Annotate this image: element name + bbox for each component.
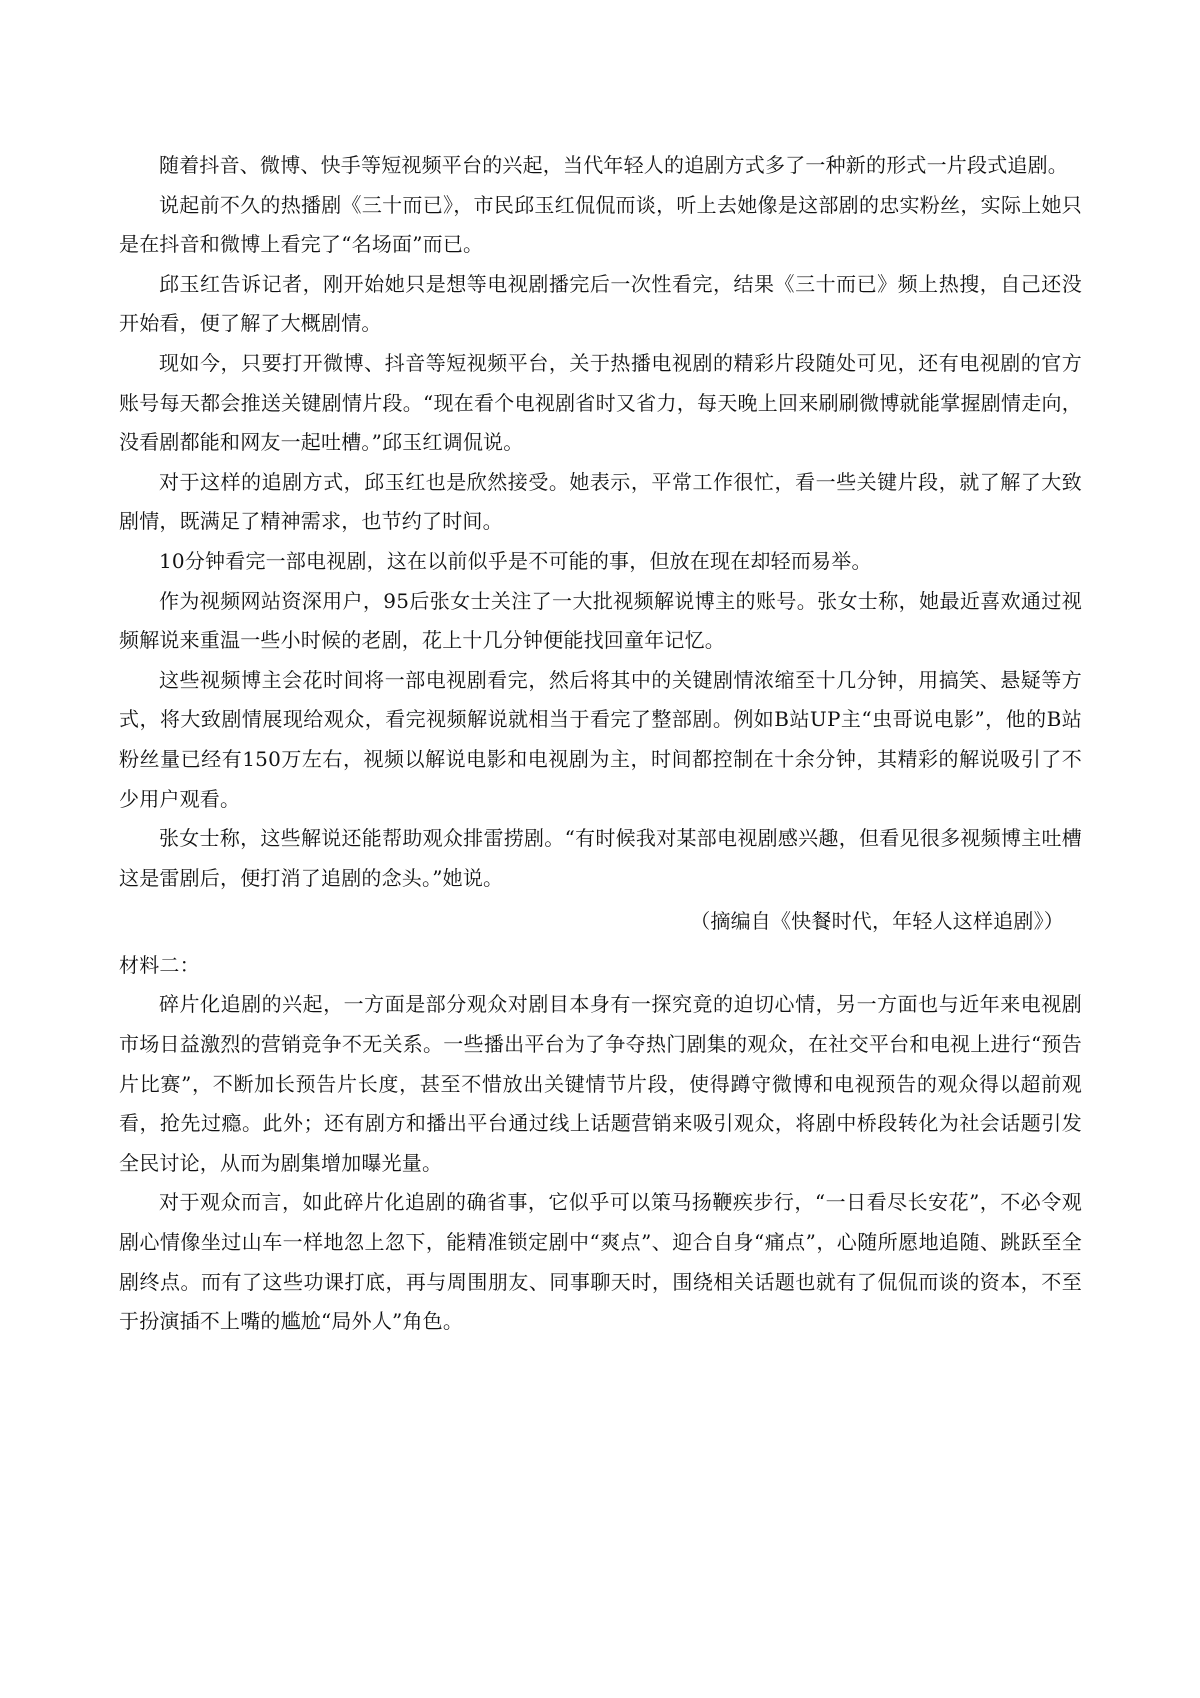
material-one [119,146,1082,942]
paragraph: 作为视频网站资深用户，95后张女士关注了一大批视频解说博主的账号。张女士称，她最近喜欢通过视频解说来重温一些小时候的老剧，花上十几分钟便能找回童年记忆。 [119,588,1082,653]
source-citation: （摘编自《快餐时代，年轻人这样追剧》） [690,909,1064,934]
paragraph: 随着抖音、微博、快手等短视频平台的兴起，当代年轻人的追剧方式多了一种新的形式一片段式追剧。 [159,153,1068,177]
section-heading: 材料二： [119,952,200,977]
paragraph: 这些视频博主会花时间将一部电视剧看完，然后将其中的关键剧情浓缩至十几分钟，用搞笑、悬疑等方式，将大致剧情展现给观众，看完视频解说就相当于看完了整部剧。例如B站UP主“虫哥说电影”，他的B站粉丝量已经有150万左右，视频以解说电影和电视剧为主，时间都控制在十余分钟，其精彩的解说吸引了不少用户观看。 [119,667,1082,811]
paragraph: 说起前不久的热播剧《三十而已》，市民邱玉红侃侃而谈，听上去她像是这部剧的忠实粉丝，实际上她只是在抖音和微博上看完了“名场面”而已。 [119,192,1082,257]
paragraph: 碎片化追剧的兴起，一方面是部分观众对剧目本身有一探究竟的迫切心情，另一方面也与近年来电视剧市场日益激烈的营销竞争不无关系。一些播出平台为了争夺热门剧集的观众，在社交平台和电视上进行“预告片比赛”，不断加长预告片长度，甚至不惜放出关键情节片段，使得蹲守微博和电视预告的观众得以超前观看，抢先过瘾。此外；还有剧方和播出平台通过线上话题营销来吸引观众，将剧中桥段转化为社会话题引发全民讨论，从而为剧集增加曝光量。 [119,992,1082,1175]
paragraph: 对于观众而言，如此碎片化追剧的确省事，它似乎可以策马扬鞭疾步行，“一日看尽长安花”，不必令观剧心情像坐过山车一样地忽上忽下，能精准锁定剧中“爽点”、迎合自身“痛点”，心随所愿地追随、跳跃至全剧终点。而有了这些功课打底，再与周围朋友、同事聊天时，围绕相关话题也就有了侃侃而谈的资本，不至于扮演插不上嘴的尴尬“局外人”角色。 [119,1190,1082,1334]
material-two [119,946,1082,1342]
document-body [119,146,1082,1342]
paragraph: 对于这样的追剧方式，邱玉红也是欣然接受。她表示，平常工作很忙，看一些关键片段，就了解了大致剧情，既满足了精神需求，也节约了时间。 [119,469,1082,534]
paragraph: 现如今，只要打开微博、抖音等短视频平台，关于热播电视剧的精彩片段随处可见，还有电视剧的官方账号每天都会推送关键剧情片段。“现在看个电视剧省时又省力，每天晚上回来刷刷微博就能掌握剧情走向，没看剧都能和网友一起吐槽。”邱玉红调侃说。 [119,350,1082,455]
paragraph: 张女士称，这些解说还能帮助观众排雷捞剧。“有时候我对某部电视剧感兴趣，但看见很多视频博主吐槽这是雷剧后，便打消了追剧的念头。”她说。 [119,826,1082,890]
paragraph: 邱玉红告诉记者，刚开始她只是想等电视剧播完后一次性看完，结果《三十而已》频上热搜，自己还没开始看，便了解了大概剧情。 [119,271,1082,336]
paragraph: 10分钟看完一部电视剧，这在以前似乎是不可能的事，但放在现在却轻而易举。 [159,548,872,573]
